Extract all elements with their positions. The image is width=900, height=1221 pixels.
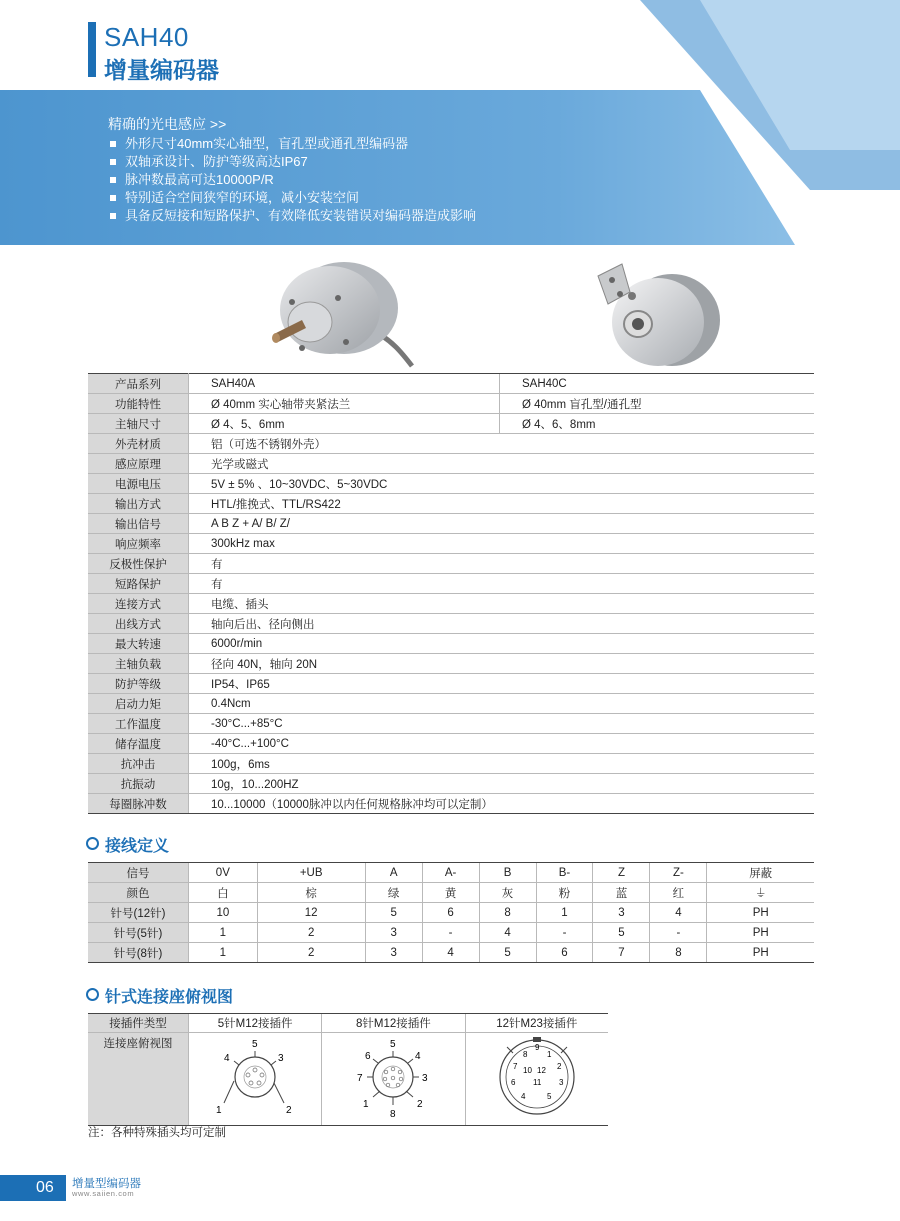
spec-value: 0.4Ncm [189, 694, 815, 714]
wiring-cell: 灰 [479, 883, 536, 903]
page-number: 06 [36, 1179, 54, 1196]
connector-type-5pin: 5针M12接插件 [189, 1014, 322, 1033]
spec-label: 外壳材质 [88, 434, 189, 454]
wiring-cell: A [365, 863, 422, 883]
pin8-label: 5 [390, 1039, 396, 1050]
spec-label: 产品系列 [88, 374, 189, 394]
connector-8pin-cell [322, 1033, 465, 1126]
spec-label: 抗冲击 [88, 754, 189, 774]
pin5-label: 3 [278, 1053, 284, 1064]
wiring-cell: 8 [479, 903, 536, 923]
sah40c-product-image [592, 258, 732, 370]
spec-value: 10g，10...200HZ [189, 774, 815, 794]
wiring-cell: 6 [422, 903, 479, 923]
wiring-cell: 绿 [365, 883, 422, 903]
spec-row [88, 414, 814, 434]
wiring-cell: 2 [257, 943, 365, 963]
spec-row [88, 374, 814, 394]
wiring-row-label: 针号(12针) [88, 903, 189, 923]
wiring-section-title [86, 833, 169, 856]
spec-value-sah40a: Ø 40mm 实心轴带夹紧法兰 [189, 394, 500, 414]
wiring-row-label: 针号(8针) [88, 943, 189, 963]
spec-label: 抗振动 [88, 774, 189, 794]
connector-table [88, 1013, 608, 1126]
page-number-box [0, 1175, 66, 1201]
spec-row [88, 794, 814, 814]
wiring-cell: 蓝 [593, 883, 650, 903]
spec-label: 反极性保护 [88, 554, 189, 574]
product-model: SAH40 [104, 22, 189, 52]
feature-item: 特别适合空间狭窄的环境，减小安装空间 [108, 189, 476, 207]
pin12-label: 10 [522, 1066, 532, 1075]
wiring-cell: B [479, 863, 536, 883]
spec-value: 5V ± 5% 、10~30VDC、5~30VDC [189, 474, 815, 494]
spec-row [88, 474, 814, 494]
feature-item: 双轴承设计、防护等级高达IP67 [108, 153, 476, 171]
spec-label: 启动力矩 [88, 694, 189, 714]
wiring-row [88, 863, 814, 883]
spec-value: IP54、IP65 [189, 674, 815, 694]
wiring-row [88, 943, 814, 963]
spec-row [88, 734, 814, 754]
spec-value: 有 [189, 554, 815, 574]
title-accent-bar [88, 22, 96, 77]
wiring-cell: 4 [422, 943, 479, 963]
product-category: 增量编码器 [104, 57, 219, 83]
spec-row [88, 694, 814, 714]
pin12-label: 1 [546, 1050, 552, 1059]
spec-value-sah40c: Ø 4、6、8mm [500, 414, 815, 434]
spec-label: 输出信号 [88, 514, 189, 534]
spec-label: 工作温度 [88, 714, 189, 734]
pin12-label: 2 [556, 1062, 562, 1071]
pin8-label: 4 [415, 1051, 421, 1062]
spec-label: 感应原理 [88, 454, 189, 474]
wiring-row [88, 903, 814, 923]
wiring-cell: A- [422, 863, 479, 883]
spec-label: 连接方式 [88, 594, 189, 614]
spec-row [88, 594, 814, 614]
connector-type-8pin: 8针M12接插件 [322, 1014, 465, 1033]
spec-value: 径向 40N，轴向 20N [189, 654, 815, 674]
wiring-cell: 0V [189, 863, 258, 883]
footer-url: www.saiien.com [72, 1189, 135, 1198]
wiring-cell: 粉 [536, 883, 593, 903]
wiring-cell: 屏蔽 [707, 863, 814, 883]
wiring-cell: 10 [189, 903, 258, 923]
pin8-label: 1 [363, 1099, 369, 1110]
spec-label: 最大转速 [88, 634, 189, 654]
wiring-cell: 2 [257, 923, 365, 943]
spec-value: 6000r/min [189, 634, 815, 654]
spec-label: 主轴负载 [88, 654, 189, 674]
spec-value: 电缆、插头 [189, 594, 815, 614]
wiring-cell: 4 [479, 923, 536, 943]
spec-value: -40°C...+100°C [189, 734, 815, 754]
spec-row [88, 454, 814, 474]
connector-5pin-cell [189, 1033, 322, 1126]
wiring-cell: 白 [189, 883, 258, 903]
section-bullet-icon [86, 988, 99, 1001]
wiring-cell: PH [707, 903, 814, 923]
connector-type-12pin: 12针M23接插件 [465, 1014, 608, 1033]
wiring-cell: 5 [365, 903, 422, 923]
spec-value-sah40c: Ø 40mm 盲孔型/通孔型 [500, 394, 815, 414]
pin12-label: 6 [510, 1078, 516, 1087]
pin8-label: 7 [357, 1073, 363, 1084]
spec-row [88, 674, 814, 694]
spec-value: 10...10000（10000脉冲以内任何规格脉冲均可以定制） [189, 794, 815, 814]
connector-view-label [88, 1033, 189, 1126]
spec-value: 光学或磁式 [189, 454, 815, 474]
pin-diagram-8 [323, 1033, 463, 1121]
spec-value: 100g，6ms [189, 754, 815, 774]
wiring-cell: 红 [650, 883, 707, 903]
spec-label: 防护等级 [88, 674, 189, 694]
wiring-row-label: 信号 [88, 863, 189, 883]
wiring-cell: - [422, 923, 479, 943]
wiring-cell: 1 [189, 923, 258, 943]
wiring-cell: B- [536, 863, 593, 883]
spec-label: 电源电压 [88, 474, 189, 494]
wiring-row-label: 针号(5针) [88, 923, 189, 943]
wiring-cell: Z- [650, 863, 707, 883]
pin12-label: 5 [546, 1092, 552, 1101]
wiring-cell: 12 [257, 903, 365, 923]
feature-item: 具备反短接和短路保护、有效降低安装错误对编码器造成影响 [108, 207, 476, 225]
spec-row [88, 754, 814, 774]
wiring-cell: - [536, 923, 593, 943]
spec-value: -30°C...+85°C [189, 714, 815, 734]
sah40a-product-image [262, 258, 422, 370]
wiring-row [88, 883, 814, 903]
spec-value-sah40a: Ø 4、5、6mm [189, 414, 500, 434]
spec-value: 轴向后出、径向侧出 [189, 614, 815, 634]
spec-value: 铝（可选不锈钢外壳） [189, 434, 815, 454]
wiring-row-label: 颜色 [88, 883, 189, 903]
spec-row [88, 494, 814, 514]
connector-type-label: 接插件类型 [88, 1014, 189, 1033]
spec-value: A B Z + A/ B/ Z/ [189, 514, 815, 534]
pin-diagram-12 [467, 1033, 607, 1121]
spec-row [88, 574, 814, 594]
wiring-cell: 4 [650, 903, 707, 923]
wiring-cell: 1 [536, 903, 593, 923]
spec-value-sah40c: SAH40C [500, 374, 815, 394]
pin8-label: 3 [422, 1073, 428, 1084]
pin5-label: 1 [216, 1105, 222, 1116]
spec-row [88, 774, 814, 794]
spec-row [88, 714, 814, 734]
wiring-cell: PH [707, 943, 814, 963]
wiring-cell: 1 [189, 943, 258, 963]
footer-title: 增量型编码器 [72, 1178, 141, 1190]
wiring-title-text: 接线定义 [105, 838, 170, 855]
pin8-label: 2 [417, 1099, 423, 1110]
pin12-label: 4 [520, 1092, 526, 1101]
spec-label: 出线方式 [88, 614, 189, 634]
pin8-label: 6 [365, 1051, 371, 1062]
connector-12pin-cell [465, 1033, 608, 1126]
spec-row [88, 514, 814, 534]
wiring-cell: 7 [593, 943, 650, 963]
connector-section-title [86, 984, 233, 1007]
connector-title-text: 针式连接座俯视图 [105, 989, 234, 1006]
spec-label: 储存温度 [88, 734, 189, 754]
wiring-cell: 8 [650, 943, 707, 963]
wiring-cell: 3 [593, 903, 650, 923]
spec-label: 短路保护 [88, 574, 189, 594]
wiring-cell: 6 [536, 943, 593, 963]
feature-item: 脉冲数最高可达10000P/R [108, 171, 476, 189]
spec-label: 主轴尺寸 [88, 414, 189, 434]
wiring-cell: ⏚ [707, 883, 814, 903]
spec-value: HTL/推挽式、TTL/RS422 [189, 494, 815, 514]
feature-item: 外形尺寸40mm实心轴型，盲孔型或通孔型编码器 [108, 135, 476, 153]
pin12-label: 9 [534, 1043, 540, 1052]
spec-label: 每圈脉冲数 [88, 794, 189, 814]
wiring-cell: 3 [365, 923, 422, 943]
pin12-label: 7 [512, 1062, 518, 1071]
pin8-label: 8 [390, 1109, 396, 1120]
connector-view-label-text: 连接座俯视图 [103, 1038, 173, 1050]
pin12-label: 12 [536, 1066, 546, 1075]
wiring-table [88, 862, 814, 963]
wiring-cell: Z [593, 863, 650, 883]
wiring-cell: +UB [257, 863, 365, 883]
wiring-cell: 棕 [257, 883, 365, 903]
spec-row [88, 614, 814, 634]
wiring-cell: 3 [365, 943, 422, 963]
pin5-label: 4 [224, 1053, 230, 1064]
spec-value-sah40a: SAH40A [189, 374, 500, 394]
spec-row [88, 534, 814, 554]
spec-row [88, 634, 814, 654]
spec-row [88, 394, 814, 414]
pin5-label: 5 [252, 1039, 258, 1050]
feature-heading: 精确的光电感应 >> [108, 116, 227, 132]
spec-row [88, 554, 814, 574]
pin12-label: 8 [522, 1050, 528, 1059]
wiring-cell: 5 [593, 923, 650, 943]
spec-table [88, 373, 814, 814]
wiring-cell: - [650, 923, 707, 943]
pin12-label: 11 [532, 1078, 542, 1087]
spec-value: 有 [189, 574, 815, 594]
wiring-cell: PH [707, 923, 814, 943]
feature-list [108, 115, 476, 225]
spec-value: 300kHz max [189, 534, 815, 554]
wiring-cell: 黄 [422, 883, 479, 903]
footnote: 注：各种特殊插头均可定制 [88, 1127, 226, 1139]
spec-label: 功能特性 [88, 394, 189, 414]
spec-row [88, 434, 814, 454]
pin12-label: 3 [558, 1078, 564, 1087]
spec-row [88, 654, 814, 674]
spec-label: 输出方式 [88, 494, 189, 514]
pin5-label: 2 [286, 1105, 292, 1116]
wiring-row [88, 923, 814, 943]
section-bullet-icon [86, 837, 99, 850]
pin-diagram-5 [190, 1033, 320, 1121]
wiring-cell: 5 [479, 943, 536, 963]
spec-label: 响应频率 [88, 534, 189, 554]
